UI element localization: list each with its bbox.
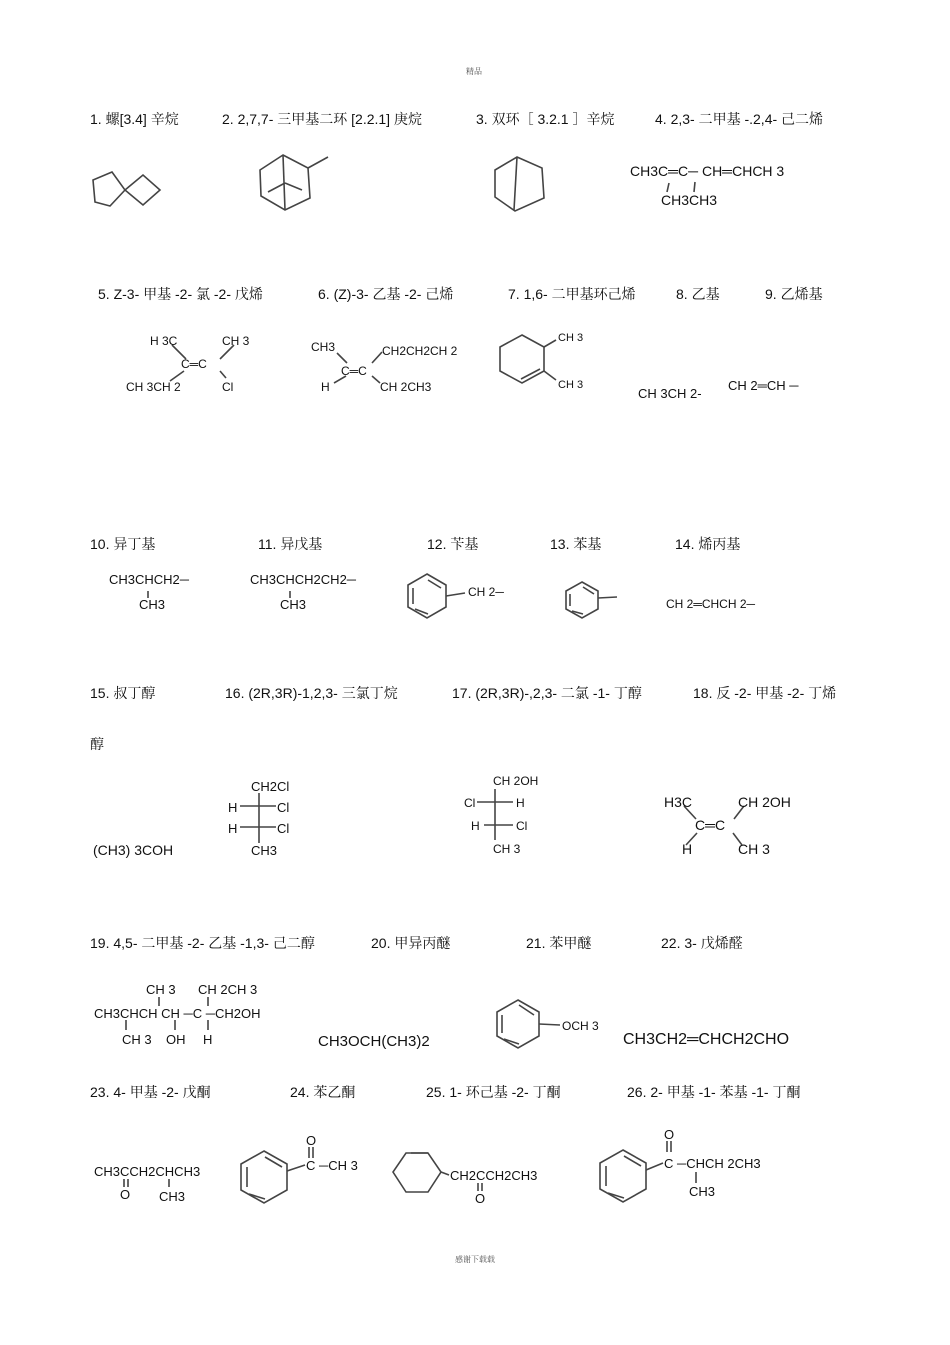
formula-17-r1r: H: [516, 796, 525, 810]
formula-5-e: Cl: [222, 380, 234, 394]
formula-26-o: O: [664, 1127, 675, 1142]
fischer-projection-16: [240, 793, 276, 843]
formula-5-d: CH 3CH 2: [126, 380, 181, 394]
item-label-3: 3. 双环［ 3.2.1 ］辛烷: [476, 111, 615, 127]
item-label-23: 23. 4- 甲基 -2- 戊酮: [90, 1084, 211, 1100]
formula-25-r: CH2CCH2CH3: [450, 1168, 538, 1183]
formula-24-r: C ─CH 3: [306, 1158, 358, 1173]
item-label-2: 2. 2,7,7- 三甲基二环 [2.2.1] 庚烷: [222, 111, 422, 127]
formula-11-line1: CH3CHCH2CH2─: [250, 572, 357, 587]
item-label-11: 11. 异戊基: [258, 536, 323, 552]
page-footer: 感谢下载载: [455, 1255, 495, 1264]
formula-17-top: CH 2OH: [493, 774, 539, 788]
item-label-7: 7. 1,6- 二甲基环己烯: [508, 286, 636, 302]
formula-23-main: CH3CCH2CHCH3: [94, 1164, 201, 1179]
formula-6-e: CH 2CH3: [380, 380, 432, 394]
butanone-benzene-ring: [600, 1141, 696, 1202]
trimethylbicycloheptane-structure: [260, 155, 328, 210]
formula-24-o: O: [306, 1133, 317, 1148]
formula-5-b: CH 3: [222, 334, 250, 348]
formula-19-t2: CH 2CH 3: [198, 982, 258, 997]
item-label-24: 24. 苯乙酮: [290, 1084, 356, 1100]
item-label-13: 13. 苯基: [550, 536, 602, 552]
formula-7-b: CH 3: [558, 379, 584, 391]
formula-19-main: CH3CHCH CH ─C ─CH2OH: [94, 1006, 261, 1021]
formula-16-r1l: H: [228, 800, 238, 815]
formula-6-c: C═C: [341, 364, 367, 378]
item-label-21: 21. 苯甲醚: [526, 935, 592, 951]
formula-19-b2: OH: [166, 1032, 186, 1047]
formula-16-r2l: H: [228, 821, 238, 836]
item-label-26: 26. 2- 甲基 -1- 苯基 -1- 丁酮: [627, 1084, 801, 1100]
formula-22: CH3CH2═CHCH2CHO: [623, 1031, 790, 1048]
item-label-16: 16. (2R,3R)-1,2,3- 三氯丁烷: [225, 685, 398, 701]
formula-14: CH 2═CHCH 2─: [666, 597, 756, 611]
item-label-22: 22. 3- 戊烯醛: [661, 935, 743, 951]
formula-20: CH3OCH(CH3)2: [318, 1033, 430, 1050]
formula-4-line1: CH3C═C─ CH═CHCH 3: [630, 163, 785, 179]
item-label-18-cont: 醇: [90, 736, 104, 752]
item-label-1: 1. 螺[3.4] 辛烷: [90, 111, 179, 127]
item-label-12: 12. 苄基: [427, 536, 479, 552]
cyclopentane-ring: [93, 172, 125, 206]
page-header: 精品: [466, 67, 482, 76]
formula-26-me: CH3: [689, 1184, 716, 1199]
formula-12: CH 2─: [468, 585, 504, 599]
bicyclooctane-structure: [495, 157, 544, 211]
formula-15: (CH3) 3COH: [93, 842, 174, 858]
dimethylcyclohexene-structure: [500, 335, 556, 383]
formula-17-r2r: Cl: [516, 819, 528, 833]
formula-17-r1l: Cl: [464, 796, 476, 810]
phenyl-benzene-ring: [566, 582, 617, 618]
item-label-17: 17. (2R,3R)-,2,3- 二氯 -1- 丁醇: [452, 685, 642, 701]
anisole-benzene-ring: [497, 1000, 560, 1048]
item-label-18: 18. 反 -2- 甲基 -2- 丁烯: [693, 685, 837, 701]
item-label-6: 6. (Z)-3- 乙基 -2- 己烯: [318, 286, 454, 302]
formula-21: OCH 3: [562, 1019, 599, 1033]
formula-23-o: O: [120, 1187, 131, 1202]
item-label-5: 5. Z-3- 甲基 -2- 氯 -2- 戊烯: [98, 286, 263, 302]
formula-9: CH 2═CH ─: [728, 378, 799, 393]
formula-26-r: C ─CHCH 2CH3: [664, 1156, 761, 1171]
formula-25-o: O: [475, 1191, 486, 1206]
formula-4-line2: CH3CH3: [661, 192, 718, 208]
formula-19-b3: H: [203, 1032, 213, 1047]
item-label-14: 14. 烯丙基: [675, 536, 741, 552]
formula-17-r2l: H: [471, 819, 480, 833]
formula-18-b: CH 2OH: [738, 794, 791, 810]
formula-16-bot: CH3: [251, 843, 278, 858]
item-label-19: 19. 4,5- 二甲基 -2- 乙基 -1,3- 己二醇: [90, 935, 315, 951]
item-label-25: 25. 1- 环己基 -2- 丁酮: [426, 1084, 561, 1100]
formula-23-me: CH3: [159, 1189, 186, 1204]
acetophenone-benzene-ring: [241, 1147, 313, 1203]
item-label-10: 10. 异丁基: [90, 536, 156, 552]
benzyl-benzene-ring: [408, 574, 465, 618]
formula-18-e: CH 3: [738, 841, 770, 857]
formula-6-b: CH2CH2CH 2: [382, 344, 458, 358]
formula-18-c: C═C: [695, 817, 726, 833]
formula-11-line2: CH3: [280, 597, 307, 612]
formula-16-r1r: Cl: [277, 800, 290, 815]
formula-16-top: CH2Cl: [251, 779, 290, 794]
formula-7-a: CH 3: [558, 332, 584, 344]
item-label-4: 4. 2,3- 二甲基 -.2,4- 己二烯: [655, 111, 824, 127]
item-label-15: 15. 叔丁醇: [90, 685, 156, 701]
formula-6-d: H: [321, 380, 330, 394]
formula-17-bot: CH 3: [493, 842, 521, 856]
fischer-projection-17: [477, 789, 513, 840]
formula-5-a: H 3C: [150, 334, 178, 348]
item-label-20: 20. 甲异丙醚: [371, 935, 451, 951]
formula-19-t1: CH 3: [146, 982, 176, 997]
formula-18-a: H3C: [664, 794, 693, 810]
cyclobutane-ring: [125, 175, 160, 205]
item-label-9: 9. 乙烯基: [765, 286, 823, 302]
formula-8: CH 3CH 2-: [638, 386, 702, 401]
formula-16-r2r: Cl: [277, 821, 290, 836]
item-label-8: 8. 乙基: [676, 286, 720, 302]
formula-6-a: CH3: [311, 340, 336, 354]
formula-5-c: C═C: [181, 357, 207, 371]
formula-19-b1: CH 3: [122, 1032, 152, 1047]
spiro-octane-structure: [93, 172, 160, 206]
formula-18-d: H: [682, 841, 693, 857]
formula-10-line1: CH3CHCH2─: [109, 572, 189, 587]
formula-10-line2: CH3: [139, 597, 166, 612]
